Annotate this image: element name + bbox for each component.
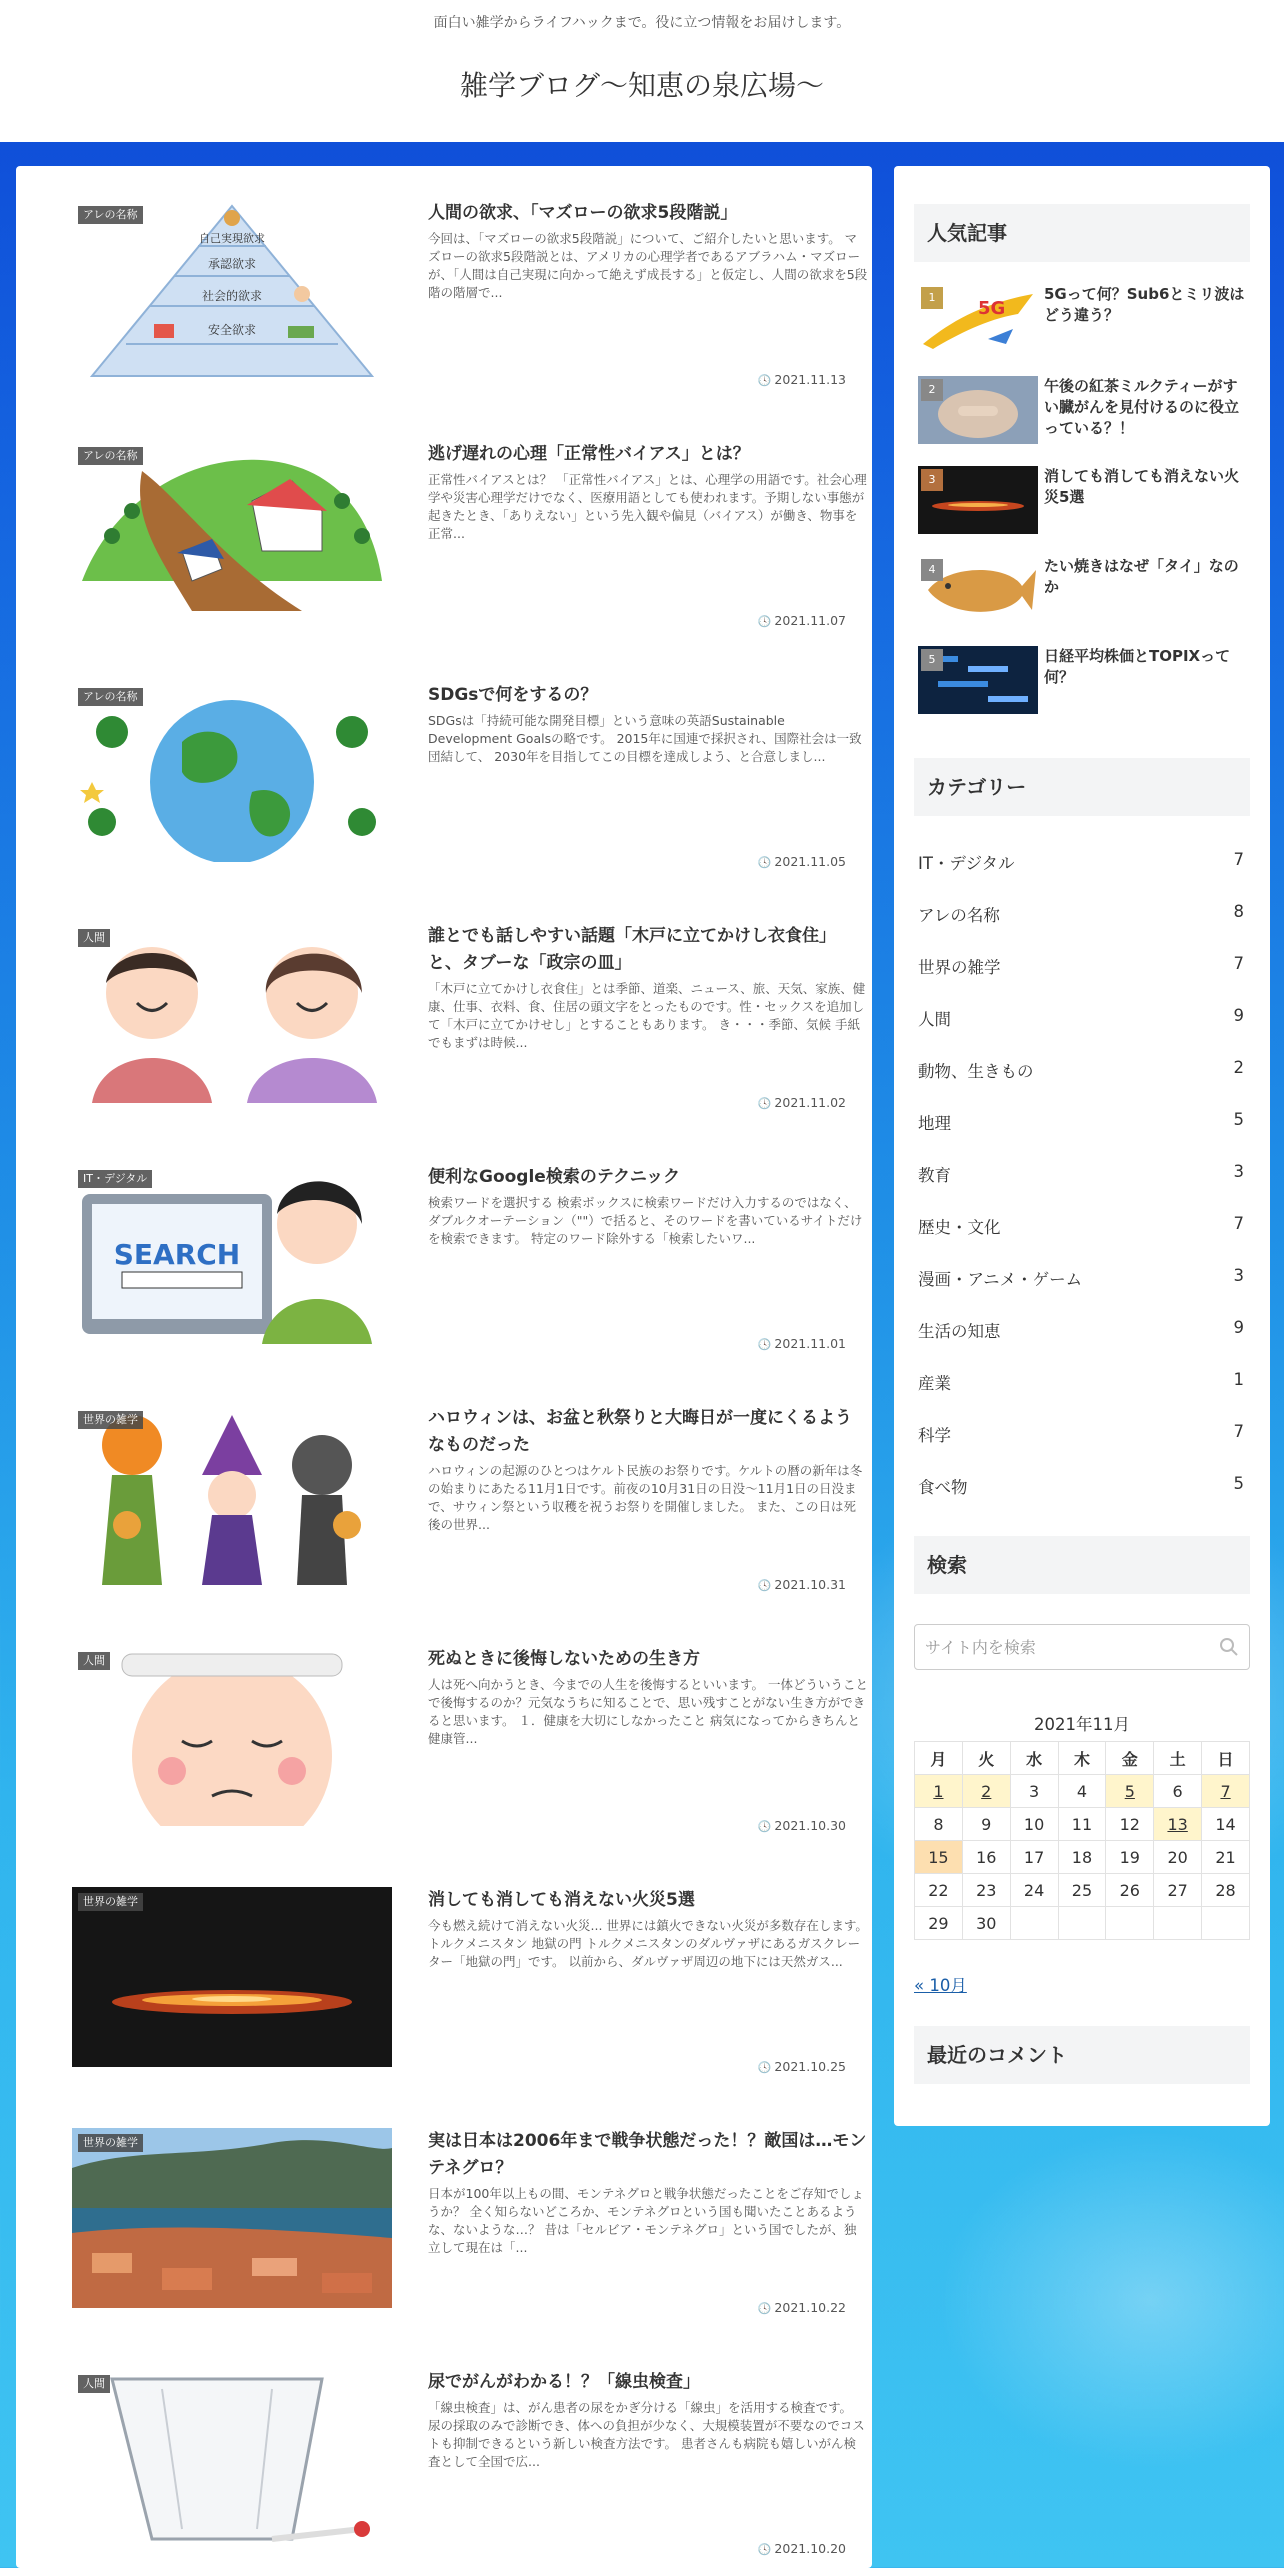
post-excerpt: 今回は、「マズローの欲求5段階説」について、ご紹介したいと思います。 マズローの欲求5段階説とは、アメリカの心理学者であるアブラハム・マズローが、「人間は自己実現に向かって絶えず成長する」と仮定し、人間の欲求を5段階の階層で...: [428, 231, 868, 300]
calendar-day: 4: [1058, 1775, 1106, 1808]
calendar: [914, 1741, 1250, 1940]
popular-title[interactable]: 日経平均株価とTOPIXって何？: [1044, 647, 1231, 686]
category-item[interactable]: 世界の雑学 7: [918, 954, 1244, 977]
calendar-day: 19: [1106, 1841, 1154, 1874]
post-thumbnail[interactable]: [72, 2128, 392, 2308]
popular-title[interactable]: 5Gって何？Sub6とミリ波はどう違う？: [1044, 285, 1245, 324]
post-date: 🕓 2021.10.22: [757, 2300, 846, 2315]
clock-icon: 🕓: [757, 1338, 772, 1351]
post-card[interactable]: [56, 200, 868, 400]
post-title[interactable]: 誰とでも話しやすい話題「木戸に立てかけし衣食住」と、タブーな「政宗の皿」: [428, 926, 836, 973]
calendar-day: [1202, 1907, 1250, 1940]
calendar-week: [915, 1841, 1250, 1874]
post-thumbnail[interactable]: [72, 2369, 392, 2549]
pyramid-label: 安全欲求: [207, 323, 257, 337]
category-count: 2: [1233, 1058, 1244, 1077]
calendar-day: 14: [1202, 1808, 1250, 1841]
category-item[interactable]: 食べ物 5: [918, 1474, 1244, 1497]
post-excerpt: SDGsは「持続可能な開発目標」という意味の英語Sustainable Development Goalsの略です。 2015年に国連で採択され、国際社会は一致団結して、 2030年を目指してこの目標を達成しよう、と合意しまし...: [428, 713, 862, 764]
calendar-day: 25: [1058, 1874, 1106, 1907]
post-title[interactable]: 逃げ遅れの心理「正常性バイアス」とは？: [428, 444, 750, 464]
calendar-day: 20: [1154, 1841, 1202, 1874]
earth-trees-image: [72, 682, 392, 862]
calendar-day: 27: [1154, 1874, 1202, 1907]
calendar-day: 16: [962, 1841, 1010, 1874]
weekday: 土: [1154, 1742, 1202, 1775]
clock-icon: 🕓: [757, 1579, 772, 1592]
clock-icon: 🕓: [757, 856, 772, 869]
category-item[interactable]: 歴史・文化 7: [918, 1214, 1244, 1237]
category-count: 3: [1233, 1266, 1244, 1285]
post-card[interactable]: [56, 682, 862, 882]
post-excerpt: 今も燃え続けて消えない火災... 世界には鎮火できない火災が多数存在します。 トルクメニスタン 地獄の門 トルクメニスタンのダルヴァザにあるガスクレーター「地獄の門」です。 以前から、ダルヴァザ周辺の地下には天然ガス...: [428, 1918, 868, 1969]
post-date: 🕓 2021.11.05: [757, 854, 846, 869]
calendar-day-link[interactable]: 1: [915, 1775, 963, 1808]
fire-crater-image: [72, 1887, 392, 2067]
category-count: 9: [1233, 1006, 1244, 1025]
category-item[interactable]: 人間 9: [918, 1006, 1244, 1029]
popular-item[interactable]: [918, 556, 1254, 628]
rank-badge: 4: [921, 559, 943, 581]
post-thumbnail[interactable]: [72, 1164, 392, 1344]
post-excerpt: 正常性バイアスとは？ 「正常性バイアス」とは、心理学の用語です。社会心理学や災害心理学だけでなく、医療用語としても使われます。予期しない事態が起きたとき、「ありえない」という先入観や偏見（バイアス）が働き、物事を正常...: [428, 472, 867, 541]
post-title[interactable]: 死ぬときに後悔しないための生き方: [428, 1649, 700, 1669]
post-thumbnail[interactable]: [72, 200, 392, 380]
clock-icon: 🕓: [757, 615, 772, 628]
weekday: 月: [915, 1742, 963, 1775]
category-item[interactable]: 生活の知恵 9: [918, 1318, 1244, 1341]
weekday: 金: [1106, 1742, 1154, 1775]
post-card[interactable]: [56, 441, 867, 641]
post-date: 🕓 2021.11.07: [757, 613, 846, 628]
category-label: IT・デジタル: [78, 1170, 152, 1188]
calendar-day: 22: [915, 1874, 963, 1907]
category-label: 人間: [78, 1652, 110, 1670]
category-item[interactable]: IT・デジタル 7: [918, 850, 1244, 873]
calendar-day: 26: [1106, 1874, 1154, 1907]
5g-badge-text: 5G: [978, 298, 1006, 319]
post-thumbnail[interactable]: [72, 441, 392, 621]
post-title[interactable]: 便利なGoogle検索のテクニック: [428, 1167, 681, 1187]
site-tagline: 面白い雑学からライフハックまで。役に立つ情報をお届けします。: [433, 15, 851, 31]
popular-thumbnail[interactable]: [918, 376, 1038, 444]
post-excerpt: 「木戸に立てかけし衣食住」とは季節、道楽、ニュース、旅、天気、家族、健康、仕事、衣料、食、住居の頭文字をとったものです。性・セックスを追加して「木戸に立てかけせし」とすることもあります。 き・・・季節、気候 手紙でもまずは時候...: [428, 981, 866, 1050]
clock-icon: 🕓: [757, 374, 772, 387]
category-count: 7: [1233, 954, 1244, 973]
two-women-talking-image: [72, 923, 392, 1103]
recent-comments-heading: 最近のコメント: [914, 2026, 1250, 2084]
clock-icon: 🕓: [757, 2543, 772, 2556]
search-screen-image: [72, 1164, 392, 1344]
category-heading: カテゴリー: [914, 758, 1250, 816]
sidebar: [894, 166, 1270, 2126]
category-count: 5: [1233, 1110, 1244, 1129]
popular-item[interactable]: [918, 646, 1254, 718]
category-label: 世界の雑学: [78, 1411, 143, 1429]
post-card[interactable]: [56, 2128, 867, 2328]
category-label: 人間: [78, 929, 110, 947]
category-count: 7: [1233, 1214, 1244, 1233]
rank-badge: 3: [921, 469, 943, 491]
category-label: アレの名称: [78, 206, 143, 224]
pyramid-label: 自己実現欲求: [199, 232, 265, 245]
post-date: 🕓 2021.10.20: [757, 2541, 846, 2556]
halloween-kids-image: [72, 1405, 392, 1585]
site-title[interactable]: 雑学ブログ～知恵の泉広場～: [459, 69, 824, 102]
popular-title[interactable]: たい焼きはなぜ「タイ」なのか: [1044, 557, 1239, 596]
category-item[interactable]: 漫画・アニメ・ゲーム 3: [918, 1266, 1244, 1289]
calendar-day: 29: [915, 1907, 963, 1940]
pyramid-label: 社会的欲求: [201, 289, 263, 303]
clock-icon: 🕓: [757, 1820, 772, 1833]
post-thumbnail[interactable]: [72, 682, 392, 862]
popular-thumbnail[interactable]: [918, 466, 1038, 534]
weekday: 水: [1010, 1742, 1058, 1775]
search-word: SEARCH: [113, 1238, 241, 1271]
category-label: 世界の雑学: [78, 1893, 143, 1911]
site-header: [0, 0, 1284, 142]
calendar-day: 23: [962, 1874, 1010, 1907]
calendar-day: 17: [1010, 1841, 1058, 1874]
calendar-day-link[interactable]: 7: [1202, 1775, 1250, 1808]
category-count: 1: [1233, 1370, 1244, 1389]
category-item[interactable]: 動物、生きもの 2: [918, 1058, 1244, 1081]
popular-item[interactable]: [918, 284, 1254, 356]
post-card[interactable]: [56, 2369, 865, 2568]
popular-thumbnail[interactable]: [918, 284, 1038, 352]
calendar-day: 9: [962, 1808, 1010, 1841]
post-date: 🕓 2021.11.13: [757, 372, 846, 387]
post-title[interactable]: 消しても消しても消えない火災5選: [428, 1890, 695, 1910]
post-thumbnail[interactable]: [72, 1887, 392, 2067]
category-item[interactable]: アレの名称 8: [918, 902, 1244, 925]
category-label: 世界の雑学: [78, 2134, 143, 2152]
post-title[interactable]: 尿でがんがわかる！？「線虫検査」: [428, 2372, 700, 2392]
category-label: 人間: [78, 2375, 110, 2393]
post-excerpt: 「線虫検査」は、がん患者の尿をかぎ分ける「線虫」を活用する検査です。 尿の採取のみで診断でき、体への負担が少なく、大規模装置が不要なのでコストも抑制できるという新しい検査方法です。 患者さんも病院も嬉しいがん検査として全国で広...: [428, 2400, 865, 2469]
calendar-day: [1106, 1907, 1154, 1940]
popular-title[interactable]: 午後の紅茶ミルクティーがすい臓がんを見付けるのに役立っている？！: [1044, 377, 1240, 437]
calendar-caption: 2021年11月: [1034, 1715, 1130, 1734]
category-count: 7: [1233, 850, 1244, 869]
post-card[interactable]: [56, 1646, 868, 1846]
rank-badge: 2: [921, 379, 943, 401]
calendar-day: 28: [1202, 1874, 1250, 1907]
calendar-day: 21: [1202, 1841, 1250, 1874]
category-label: アレの名称: [78, 447, 143, 465]
calendar-day: 12: [1106, 1808, 1154, 1841]
search-field[interactable]: [914, 1624, 1250, 1670]
clock-icon: 🕓: [757, 1097, 772, 1110]
post-excerpt: 日本が100年以上もの間、モンテネグロと戦争状態だったことをご存知でしょうか？ 全く知らないどころか、モンテネグロという国も聞いたことあるような、ないような…？ 昔は「セルビア・モンテネグロ」という国でしたが、独立して現在は「...: [428, 2186, 864, 2255]
post-card[interactable]: [56, 1164, 863, 1364]
post-card[interactable]: [56, 1887, 868, 2087]
calendar-week: [915, 1808, 1250, 1841]
post-date: 🕓 2021.10.30: [757, 1818, 846, 1833]
landslide-image: [72, 441, 392, 621]
popular-title[interactable]: 消しても消しても消えない火災5選: [1044, 467, 1240, 506]
weekday: 日: [1202, 1742, 1250, 1775]
calendar-day: 6: [1154, 1775, 1202, 1808]
search-heading: 検索: [914, 1536, 1250, 1594]
post-excerpt: 検索ワードを選択する 検索ボックスに検索ワードだけ入力するのではなく、ダブルクオーテーション（""）で括ると、そのワードを書いているサイトだけを検索できます。 特定のワード除外する「検索したいワ...: [428, 1195, 863, 1246]
calendar-day: [1058, 1907, 1106, 1940]
post-date: 🕓 2021.11.02: [757, 1095, 846, 1110]
post-title[interactable]: ハロウィンは、お盆と秋祭りと大晦日が一度にくるようなものだった: [428, 1408, 852, 1455]
calendar-week: [915, 1775, 1250, 1808]
post-excerpt: 人は死へ向かうとき、今までの人生を後悔するといいます。 一体どういうことで後悔するのか？元気なうちに知ることで、思い残すことがない生き方ができると思います。 １．健康を大切にしなかったこと 病気になってからきちんと健康管...: [428, 1677, 868, 1746]
popular-thumbnail[interactable]: [918, 556, 1038, 624]
category-count: 9: [1233, 1318, 1244, 1337]
calendar-day: [1154, 1907, 1202, 1940]
popular-heading: 人気記事: [914, 204, 1250, 262]
post-list: [16, 166, 872, 2568]
category-item[interactable]: 地理 5: [918, 1110, 1244, 1133]
category-item[interactable]: 産業 1: [918, 1370, 1244, 1393]
calendar-week: [915, 1874, 1250, 1907]
calendar-prev-month-link[interactable]: « 10月: [914, 1976, 967, 1995]
post-card[interactable]: [56, 1405, 863, 1605]
calendar-day: 8: [915, 1808, 963, 1841]
post-thumbnail[interactable]: [72, 923, 392, 1103]
popular-item[interactable]: [918, 376, 1254, 448]
post-date: 🕓 2021.10.25: [757, 2059, 846, 2074]
category-item[interactable]: 教育 3: [918, 1162, 1244, 1185]
clock-icon: 🕓: [757, 2302, 772, 2315]
pyramid-label: 承認欲求: [207, 257, 257, 271]
elderly-face-image: [72, 1646, 392, 1826]
category-label: アレの名称: [78, 688, 143, 706]
calendar-week: [915, 1907, 1250, 1940]
post-date: 🕓 2021.11.01: [757, 1336, 846, 1351]
calendar-day: 15: [915, 1841, 963, 1874]
calendar-day: 30: [962, 1907, 1010, 1940]
clock-icon: 🕓: [757, 2061, 772, 2074]
category-count: 3: [1233, 1162, 1244, 1181]
category-count: 7: [1233, 1422, 1244, 1441]
post-title[interactable]: 人間の欲求、「マズローの欲求5段階説」: [428, 203, 738, 223]
popular-thumbnail[interactable]: [918, 646, 1038, 714]
popular-item[interactable]: [918, 466, 1254, 538]
calendar-day: 18: [1058, 1841, 1106, 1874]
post-excerpt: ハロウィンの起源のひとつはケルト民族のお祭りです。ケルトの暦の新年は冬の始まりにあたる11月1日です。前夜の10月31日の日没～11月1日の日没まで、サウィン祭という収穫を祝うお祭りを開催しました。 また、この日は死後の世界...: [428, 1463, 863, 1532]
post-date: 🕓 2021.10.31: [757, 1577, 846, 1592]
rank-badge: 1: [921, 287, 943, 309]
category-count: 5: [1233, 1474, 1244, 1493]
post-title[interactable]: 実は日本は2006年まで戦争状態だった！？敵国は…モンテネグロ？: [428, 2131, 867, 2178]
calendar-day-link[interactable]: 2: [962, 1775, 1010, 1808]
montenegro-town-image: [72, 2128, 392, 2308]
category-item[interactable]: 科学 7: [918, 1422, 1244, 1445]
calendar-day: 10: [1010, 1808, 1058, 1841]
post-thumbnail[interactable]: [72, 1405, 392, 1585]
weekday: 木: [1058, 1742, 1106, 1775]
weekday: 火: [962, 1742, 1010, 1775]
calendar-day: 24: [1010, 1874, 1058, 1907]
rank-badge: 5: [921, 649, 943, 671]
calendar-day: 11: [1058, 1808, 1106, 1841]
search-input[interactable]: [925, 1633, 1205, 1661]
search-icon[interactable]: [1219, 1637, 1239, 1657]
urine-cup-image: [72, 2369, 392, 2549]
maslow-pyramid-image: [72, 200, 392, 380]
category-count: 8: [1233, 902, 1244, 921]
calendar-day-link[interactable]: 13: [1154, 1808, 1202, 1841]
post-title[interactable]: SDGsで何をするの？: [428, 685, 598, 705]
calendar-day: 3: [1010, 1775, 1058, 1808]
calendar-day: [1010, 1907, 1058, 1940]
post-card[interactable]: [56, 923, 866, 1123]
calendar-day-link[interactable]: 5: [1106, 1775, 1154, 1808]
post-thumbnail[interactable]: [72, 1646, 392, 1826]
